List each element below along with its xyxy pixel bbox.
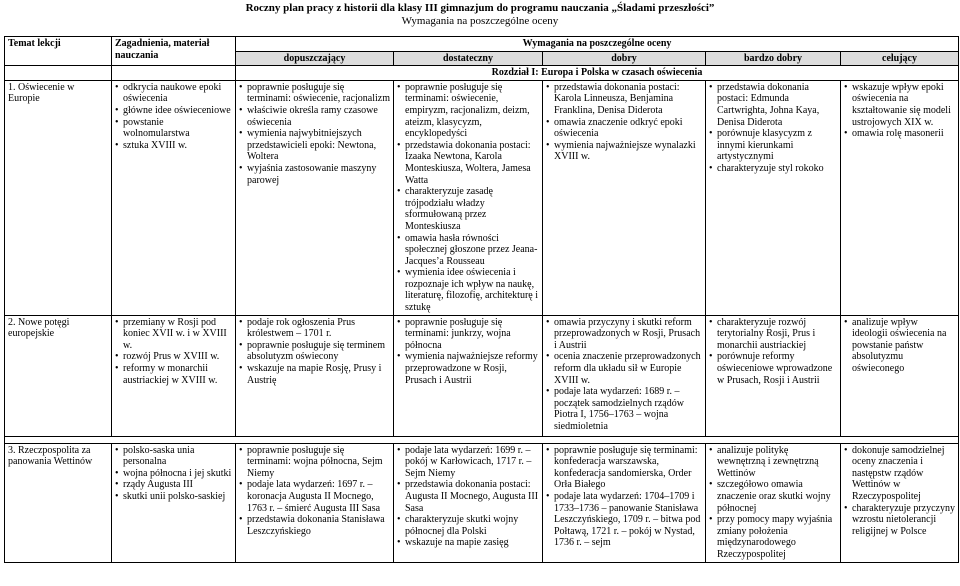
grade-1-cell (236, 80, 394, 315)
list-item: • omawia hasła równości społecznej głoszone przez Jeana-Jacques’a Rousseau (397, 233, 539, 268)
bullet-list (546, 82, 702, 163)
table-row (5, 80, 959, 315)
bullet-list (709, 317, 837, 387)
grade-4-cell (706, 80, 841, 315)
list-item: • przedstawia dokonania postaci: Karola Linneusza, Benjamina Franklina, Denisa Diderota (546, 82, 702, 117)
topic-cell: 1. Oświecenie w Europie (5, 80, 112, 315)
list-item: • poprawnie posługuje się terminami: junkrzy, wojna północna (397, 317, 539, 352)
requirements-table (4, 36, 959, 563)
header-topic: Temat lekcji (5, 37, 112, 66)
list-item: • omawia przyczyny i skutki reform przeprowadzonych w Rosji, Prusach i Austrii (546, 317, 702, 352)
topic-cell: 3. Rzeczpospolita za panowania Wettinów (5, 443, 112, 562)
list-item: • odkrycia naukowe epoki oświecenia (115, 82, 232, 105)
list-item: • rządy Augusta III (115, 479, 232, 491)
grade-3-cell (543, 443, 706, 562)
header-grade-2: dostateczny (394, 51, 543, 66)
grade-4-cell (706, 315, 841, 436)
bullet-list (397, 445, 539, 549)
list-item: • podaje lata wydarzeń: 1699 r. – pokój w Karłowicach, 1717 r. – Sejm Niemy (397, 445, 539, 480)
list-item: • podaje rok ogłoszenia Prus królestwem – 1701 r. (239, 317, 390, 340)
list-item: • wskazuje na mapie zasięg (397, 537, 539, 549)
grade-5-cell (841, 315, 959, 436)
grade-2-cell (394, 80, 543, 315)
grade-3-cell (543, 80, 706, 315)
list-item: • charakteryzuje styl rokoko (709, 163, 837, 175)
list-item: • wyjaśnia zastosowanie maszyny parowej (239, 163, 390, 186)
list-item: • reformy w monarchii austriackiej w XVIII w. (115, 363, 232, 386)
grade-2-cell (394, 315, 543, 436)
list-item: • ocenia znaczenie przeprowadzonych reform dla układu sił w Europie XVIII w. (546, 351, 702, 386)
list-item: • polsko-saska unia personalna (115, 445, 232, 468)
list-item: • podaje lata wydarzeń: 1697 r. – koronacja Augusta II Mocnego, 1763 r. – śmierć Augusta III Sasa (239, 479, 390, 514)
header-grade-4: bardzo dobry (706, 51, 841, 66)
grade-1-cell (236, 443, 394, 562)
table-gap (5, 436, 959, 443)
list-item: • przedstawia dokonania postaci: Edmunda Cartwrighta, Johna Kaya, Denisa Diderota (709, 82, 837, 128)
list-item: • wymienia idee oświecenia i rozpoznaje ich wpływ na naukę, literaturę, filozofię, architekturę i sztukę (397, 267, 539, 313)
grade-3-cell (543, 315, 706, 436)
list-item: • powstanie wolnomularstwa (115, 117, 232, 140)
list-item: • podaje lata wydarzeń: 1704–1709 i 1733–1736 – panowanie Stanisława Leszczyńskiego, 1709 r. – bitwa pod Połtawą, 1721 r. – pokój w Nystad, 1736 r. – sejm (546, 491, 702, 549)
list-item: • poprawnie posługuje się terminem absolutyzm oświecony (239, 340, 390, 363)
section-title: Rozdział I: Europa i Polska w czasach oświecenia (236, 66, 959, 81)
bullet-list (397, 82, 539, 314)
list-item: • rozwój Prus w XVIII w. (115, 351, 232, 363)
bullet-list (239, 82, 390, 186)
bullet-list (844, 82, 955, 140)
list-item: • skutki unii polsko-saskiej (115, 491, 232, 503)
header-grade-3: dobry (543, 51, 706, 66)
list-item: • analizuje politykę wewnętrzną i zewnętrzną Wettinów (709, 445, 837, 480)
document-title: Roczny plan pracy z historii dla klasy III gimnazjum do programu nauczania „Śladami przeszłości” (245, 2, 715, 14)
list-item: • właściwie określa ramy czasowe oświecenia (239, 105, 390, 128)
list-item: • sztuka XVIII w. (115, 140, 232, 152)
header-grade-1: dopuszczający (236, 51, 394, 66)
bullet-list (239, 445, 390, 538)
list-item: • wskazuje wpływ epoki oświecenia na kształtowanie się modeli ustrojowych XIX w. (844, 82, 955, 128)
header-grade-5: celujący (841, 51, 959, 66)
list-item: • przedstawia dokonania postaci: Izaaka Newtona, Karola Monteskiusza, Woltera, Jamesa Watta (397, 140, 539, 186)
bullet-list (239, 317, 390, 387)
topic-cell: 2. Nowe potęgi europejskie (5, 315, 112, 436)
list-item: • główne idee oświeceniowe (115, 105, 232, 117)
table-row (5, 443, 959, 562)
bullet-list (844, 445, 955, 538)
bullet-list (546, 317, 702, 433)
section-row (5, 66, 959, 81)
list-item: • poprawnie posługuje się terminami: oświecenie, racjonalizm (239, 82, 390, 105)
grade-4-cell (706, 443, 841, 562)
list-item: • charakteryzuje zasadę trójpodziału władzy sformułowaną przez Monteskiusza (397, 186, 539, 232)
table-row (5, 315, 959, 436)
document-subtitle: Wymagania na poszczególne oceny (401, 15, 559, 27)
issues-cell (112, 315, 236, 436)
list-item: • wojna północna i jej skutki (115, 468, 232, 480)
list-item: • omawia znaczenie odkryć epoki oświecenia (546, 117, 702, 140)
bullet-list (115, 445, 232, 503)
issues-cell (112, 80, 236, 315)
grade-1-cell (236, 315, 394, 436)
bullet-list (844, 317, 955, 375)
bullet-list (115, 317, 232, 387)
list-item: • wymienia najwybitniejszych przedstawicieli epoki: Newtona, Woltera (239, 128, 390, 163)
header-row-main (5, 37, 959, 52)
list-item: • przemiany w Rosji pod koniec XVII w. i w XVIII w. (115, 317, 232, 352)
list-item: • przedstawia dokonania Stanisława Leszczyńskiego (239, 514, 390, 537)
list-item: • poprawnie posługuje się terminami: konfederacja warszawska, konfederacja sandomierska, Order Orła Białego (546, 445, 702, 491)
bullet-list (115, 82, 232, 152)
bullet-list (709, 82, 837, 175)
bullet-list (397, 317, 539, 387)
bullet-list (709, 445, 837, 561)
list-item: • szczegółowo omawia znaczenie oraz skutki wojny północnej (709, 479, 837, 514)
header-requirements: Wymagania na poszczególne oceny (236, 37, 959, 52)
list-item: • dokonuje samodzielnej oceny znaczenia i następstw rządów Wettinów w Rzeczypospolitej (844, 445, 955, 503)
list-item: • porównuje klasycyzm z innymi kierunkami artystycznymi (709, 128, 837, 163)
list-item: • wymienia najważniejsze wynalazki XVIII w. (546, 140, 702, 163)
list-item: • charakteryzuje rozwój terytorialny Rosji, Prus i monarchii austriackiej (709, 317, 837, 352)
list-item: • omawia rolę masonerii (844, 128, 955, 140)
list-item: • przedstawia dokonania postaci: Augusta II Mocnego, Augusta III Sasa (397, 479, 539, 514)
list-item: • przy pomocy mapy wyjaśnia zmiany położenia międzynarodowego Rzeczypospolitej (709, 514, 837, 560)
list-item: • charakteryzuje skutki wojny północnej dla Polski (397, 514, 539, 537)
list-item: • charakteryzuje przyczyny wzrostu nietolerancji religijnej w Polsce (844, 503, 955, 538)
list-item: • porównuje reformy oświeceniowe wprowadzone w Prusach, Rosji i Austrii (709, 351, 837, 386)
list-item: • poprawnie posługuje się terminami: wojna północna, Sejm Niemy (239, 445, 390, 480)
header-issues: Zagadnienia, materiał nauczania (112, 37, 236, 66)
bullet-list (546, 445, 702, 549)
list-item: • wskazuje na mapie Rosję, Prusy i Austrię (239, 363, 390, 386)
list-item: • poprawnie posługuje się terminami: oświecenie, empiryzm, racjonalizm, deizm, ateizm, klasycyzm, encyklopedyści (397, 82, 539, 140)
grade-2-cell (394, 443, 543, 562)
grade-5-cell (841, 443, 959, 562)
grade-5-cell (841, 80, 959, 315)
list-item: • podaje lata wydarzeń: 1689 r. – początek samodzielnych rządów Piotra I, 1756–1763 – wojna siedmioletnia (546, 386, 702, 432)
issues-cell (112, 443, 236, 562)
list-item: • analizuje wpływ ideologii oświecenia na powstanie państw absolutyzmu oświeconego (844, 317, 955, 375)
list-item: • wymienia najważniejsze reformy przeprowadzone w Rosji, Prusach i Austrii (397, 351, 539, 386)
